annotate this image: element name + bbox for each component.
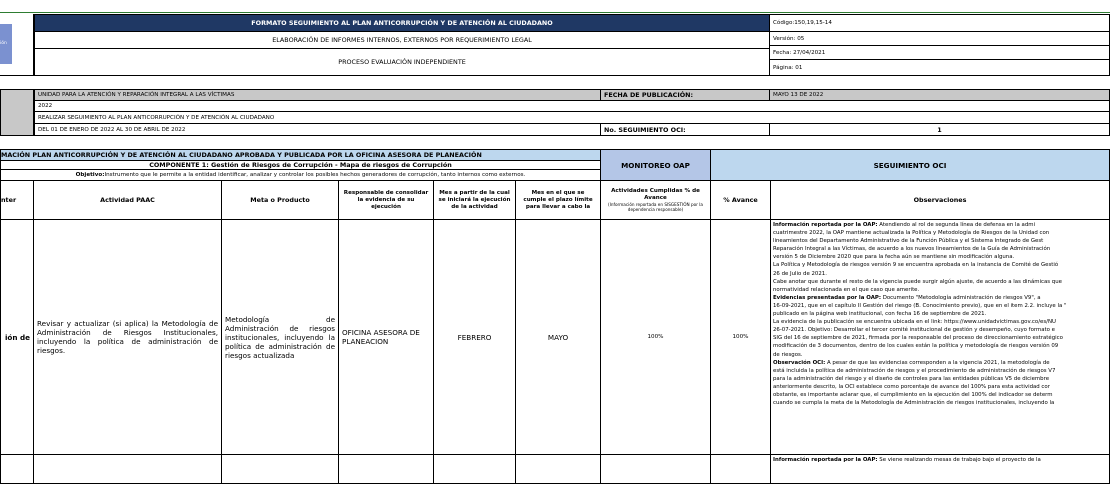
col-actividades-note: (Información reportada en SISGESTIÓN por la dependencia responsable) xyxy=(608,201,703,212)
process-name: PROCESO EVALUACIÓN INDEPENDIENTE xyxy=(34,48,770,76)
obs-line-text: está incluida la política de administración de riesgos y el procedimiento de administración de riesgos V7 xyxy=(773,367,1056,374)
obs-line-text: versión 5 de Diciembre 2020 que para la fecha aún se mantiene sin modificación alguna. xyxy=(773,254,1015,261)
row2-observaciones xyxy=(770,454,1110,484)
obs-line xyxy=(773,294,1107,302)
row1-mes-limite: MAYO xyxy=(515,219,601,455)
obs-line xyxy=(773,237,1107,245)
monitoreo-oap-header: MONITOREO OAP xyxy=(600,149,711,181)
seguimiento-title: REALIZAR SEGUIMIENTO AL PLAN ANTICORRUPCIÓN Y DE ATENCIÓN AL CIUDADANO xyxy=(34,111,1110,124)
period-cell: DEL 01 DE ENERO DE 2022 AL 30 DE ABRIL DE 2022 xyxy=(34,123,601,136)
obs-line-text: Atendiendo al rol de segunda línea de defensa en la admi xyxy=(877,222,1036,228)
obs-line-text: 26 de Julio de 2021. xyxy=(773,270,827,277)
row1-responsable: OFICINA ASESORA DE PLANEACION xyxy=(338,219,434,455)
col-actividades-cumplidas xyxy=(600,180,711,220)
obs-line-label: Evidencias presentadas por la OAP: xyxy=(773,294,882,301)
publication-label: FECHA DE PUBLICACIÓN: xyxy=(600,89,770,101)
col-mes-limite: Mes en el que se cumple el plazo límite para llevar a cabo la xyxy=(515,180,601,220)
row1-cumplidas: 100% xyxy=(600,219,711,455)
obs-line-label: Observación OCI: xyxy=(773,359,826,366)
row2-actividad xyxy=(33,454,222,484)
obs-line-text: cuatrimestre 2022, la OAP mantiene actualizada la Política y Metodología de Riesgos de la Unidad con xyxy=(773,230,1050,237)
obs-line xyxy=(773,375,1107,383)
row2-cumplidas xyxy=(600,454,711,484)
obs-line-label: Información reportada por la OAP: xyxy=(773,222,878,228)
col-observaciones: Observaciones xyxy=(770,180,1110,220)
col-mes-inicio: Mes a partir de la cual se iniciará la ejecución de la actividad xyxy=(433,180,516,220)
obs-line xyxy=(773,367,1107,375)
col-actividades-label: Actividades Cumplidas % de Avance xyxy=(611,187,700,201)
obs-line xyxy=(773,302,1107,310)
oci-number-value: 1 xyxy=(769,123,1110,136)
obs-line xyxy=(773,278,1107,286)
obs-line-text: 26-07-2021. Objetivo: Desarrollar el tercer comité institucional de gestión y desempeño, cuyo formato e xyxy=(773,327,1055,334)
row2-responsable xyxy=(338,454,434,484)
logo-cell xyxy=(0,14,34,76)
obs-line-text: para la administración del riesgo y el diseño de controles para las entidades públicas V5 de diciembre xyxy=(773,375,1050,382)
row2-subcomponente xyxy=(0,454,34,484)
col-actividad: Actividad PAAC xyxy=(33,180,222,220)
obs-line xyxy=(773,253,1107,261)
obs-line-text: Documento "Metodología administración de riesgos V9", a xyxy=(881,294,1041,301)
obs-line xyxy=(773,399,1107,407)
obs-line-text: modificación de 3 documentos, dentro de los cuales están la política y metodología de riesgos versión 09 xyxy=(773,343,1059,350)
obs-line xyxy=(773,342,1107,350)
doc-version: Versión: 05 xyxy=(769,31,1110,46)
top-strip xyxy=(0,0,1110,13)
obs-line-text: cuando se cumpla la meta de la Metodología de Administración de riesgos institucionales, incluyendo la xyxy=(773,400,1055,407)
doc-page: Página: 01 xyxy=(769,59,1110,76)
obs-line-text: de riesgos. xyxy=(773,351,803,358)
row2-meta xyxy=(221,454,339,484)
year-cell: 2022 xyxy=(34,100,1110,112)
format-subtitle: ELABORACIÓN DE INFORMES INTERNOS, EXTERNOS POR REQUERIMIENTO LEGAL xyxy=(34,31,770,49)
row2-obs-label: Información reportada por la OAP: xyxy=(773,457,878,463)
oci-number-label: No. SEGUIMIENTO OCI: xyxy=(600,123,770,136)
obs-line-text: 16-09-2021, que en el capítulo II Gestión del riesgo (B. Conocimiento previo), que en el item 2.2. incluye la " xyxy=(773,302,1067,309)
obs-line-text: anteriormente descrito, la OCI establece como porcentaje de avance del 100% para esta actividad cor xyxy=(773,383,1050,390)
objective-text: Instrumento que le permite a la entidad identificar, analizar y controlar los posibles hechos generadores de corrupción, tanto internos como externos. xyxy=(104,172,526,178)
spacer-row xyxy=(0,76,1110,89)
obs-line-text: SIG del 16 de septiembre de 2021, firmada por la responsable del proceso de direccionamiento estratégico xyxy=(773,335,1063,342)
obs-line xyxy=(773,383,1107,391)
doc-code: Código:150,19,15-14 xyxy=(769,14,1110,32)
info-left-gray xyxy=(0,89,34,136)
obs-line xyxy=(773,286,1107,294)
obs-line xyxy=(773,221,1107,229)
col-responsable: Responsable de consolidar la evidencia de su ejecución xyxy=(338,180,434,220)
obs-line xyxy=(773,359,1107,367)
row1-observaciones xyxy=(770,219,1110,455)
row1-avance: 100% xyxy=(710,219,771,455)
obs-line xyxy=(773,245,1107,253)
plan-banner: MACIÓN PLAN ANTICORRUPCIÓN Y DE ATENCIÓN AL CIUDADANO APROBADA Y PUBLICADA POR LA OFICINA ASESORA DE PLANEACIÓN xyxy=(0,149,601,161)
doc-date: Fecha: 27/04/2021 xyxy=(769,45,1110,60)
col-subcomponente: nter xyxy=(0,180,34,220)
obs-line xyxy=(773,334,1107,342)
obs-line-text: La Política y Metodología de riesgos versión 9 se encuentra aprobada en la instancia de Comité de Gestió xyxy=(773,262,1059,269)
row1-actividad: Revisar y actualizar (si aplica) la Metodología de Administración de Riesgos Institucionales, incluyendo la política de administración de riesgos. xyxy=(33,219,222,455)
obs-line xyxy=(773,270,1107,278)
row2-avance xyxy=(710,454,771,484)
obs-line-text: obstante, es importante aclarar que, el cumplimiento en la ejecución del 100% del indicador se determ xyxy=(773,391,1053,398)
row2-mes-inicio xyxy=(433,454,516,484)
obs-line xyxy=(773,310,1107,318)
obs-line xyxy=(773,318,1107,326)
obs-line xyxy=(773,229,1107,237)
row2-mes-limite xyxy=(515,454,601,484)
col-avance: % Avance xyxy=(710,180,771,220)
seguimiento-oci-header: SEGUIMIENTO OCI xyxy=(710,149,1110,181)
entity-name: UNIDAD PARA LA ATENCIÓN Y REPARACIÓN INTEGRAL A LAS VÍCTIMAS xyxy=(34,89,601,101)
row2-obs-text: Se viene realizando mesas de trabajo bajo el proyecto de la xyxy=(877,457,1041,463)
objective-label: Objetivo: xyxy=(75,172,105,178)
obs-line-text: La evidencia de la publicación se encuentra ubicada en el link: https://www.unidadvictimas.gov.co/es/NU xyxy=(773,319,1056,326)
row1-meta: Metodología de Administración de riesgos institucionales, incluyendo la política de administración de riesgos actualizada xyxy=(221,219,339,455)
obs-line-text: normatividad relacionada en el que caso que amerite. xyxy=(773,286,920,293)
obs-line-text: publicado en la página web institucional, con fecha 16 de septiembre de 2021. xyxy=(773,311,987,318)
col-meta: Meta o Producto xyxy=(221,180,339,220)
spacer-row-2 xyxy=(0,136,1110,149)
logo-text: ión xyxy=(0,41,7,46)
format-title: FORMATO SEGUIMIENTO AL PLAN ANTICORRUPCIÓN Y DE ATENCIÓN AL CIUDADANO xyxy=(34,14,770,32)
obs-line xyxy=(773,351,1107,359)
obs-line-text: Cabe anotar que durante el resto de la vigencia puede surgir algún ajuste, de acuerdo a las dinámicas que xyxy=(773,278,1062,285)
obs-line xyxy=(773,326,1107,334)
obs-line-text: lineamientos del Departamento Administrativo de la Función Pública y el Sistema Integrado de Gest xyxy=(773,238,1044,245)
obs-line xyxy=(773,391,1107,399)
component-title: COMPONENTE 1: Gestión de Riesgos de Corrupción - Mapa de riesgos de Corrupción xyxy=(0,160,601,170)
publication-date: MAYO 13 DE 2022 xyxy=(769,89,1110,101)
obs-line-text: Reparación Integral a las Víctimas, de acuerdo a los nuevos lineamientos de la Guía de Administración xyxy=(773,246,1051,253)
obs-line-text: A pesar de que las evidencias corresponden a la vigencia 2021, la metodología de xyxy=(825,359,1050,366)
row1-subcomponente: ión de xyxy=(0,219,34,455)
obs-line xyxy=(773,261,1107,269)
row1-mes-inicio: FEBRERO xyxy=(433,219,516,455)
